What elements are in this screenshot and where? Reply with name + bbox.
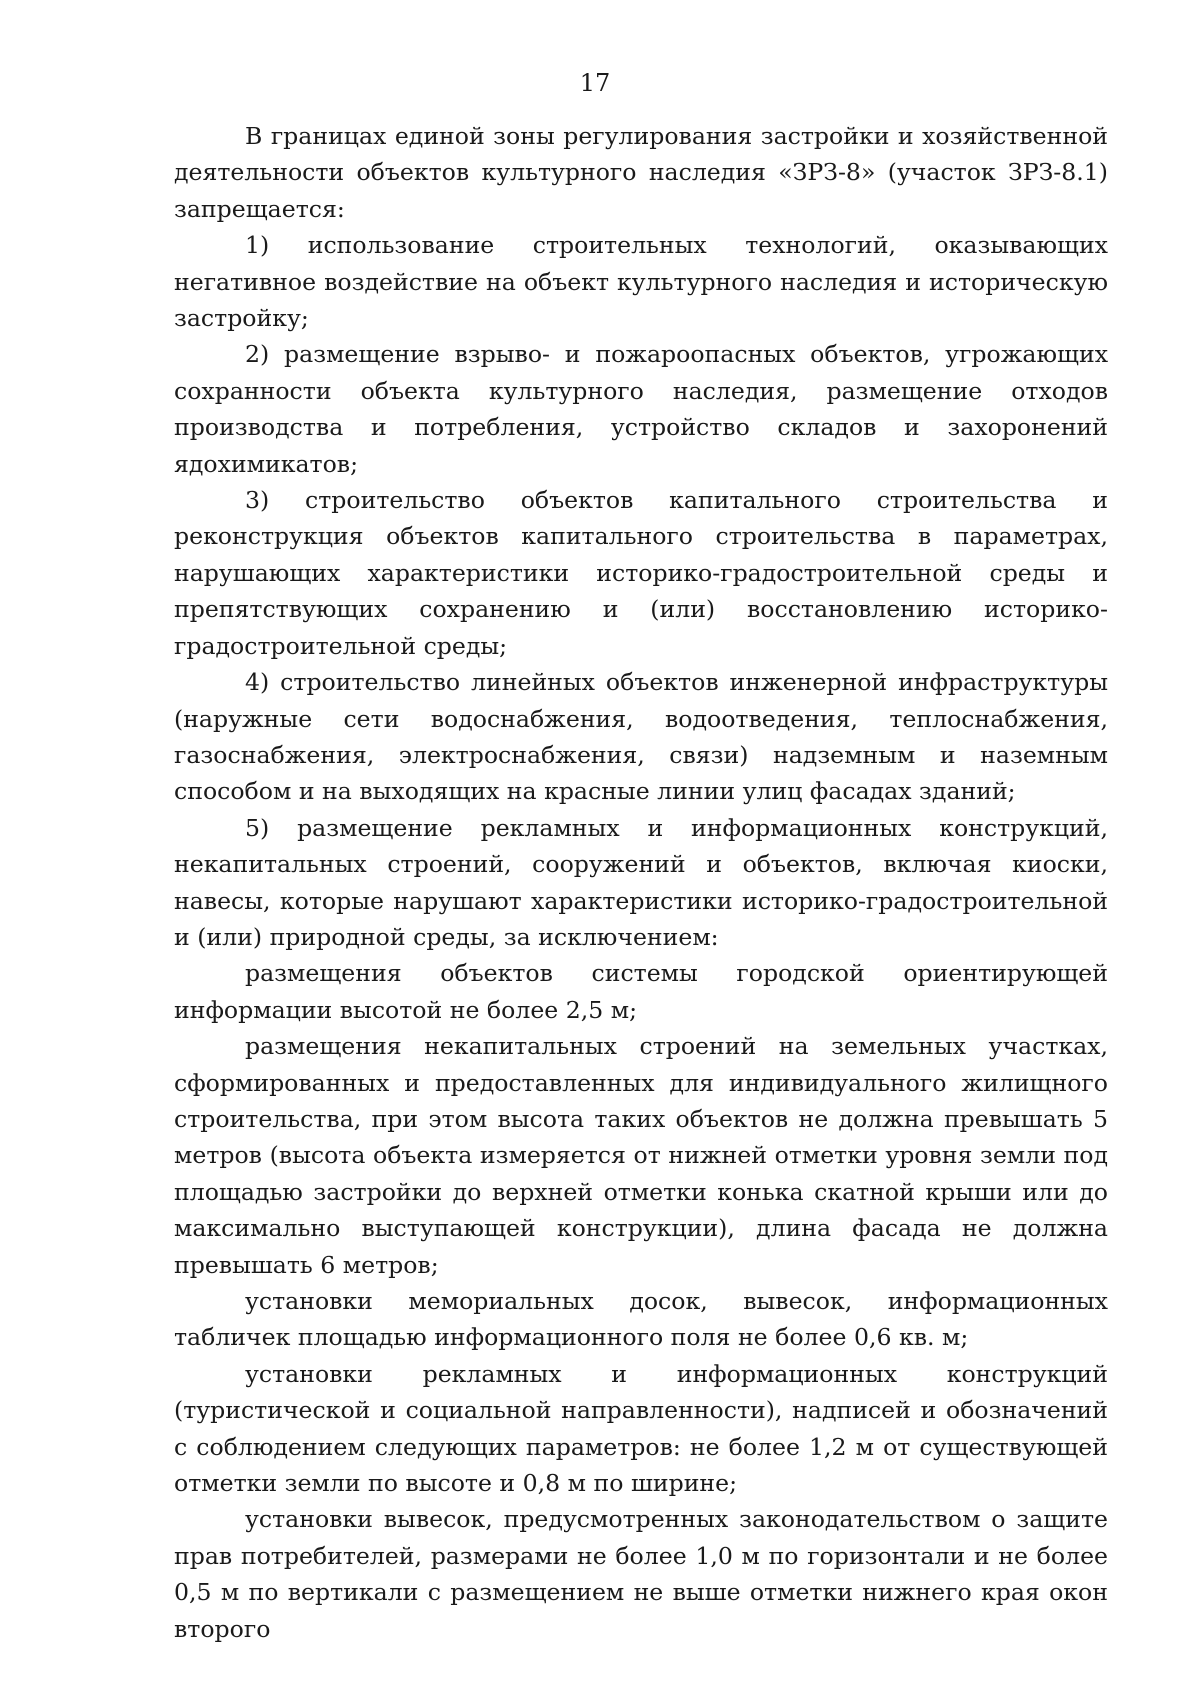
paragraph-item-1: 1) использование строительных технологий, оказывающих негативное воздействие на объект культурного наследия и историческую застройку; [174,231,1108,333]
document-body [174,118,1108,1647]
paragraph-item-4: 4) строительство линейных объектов инженерной инфраструктуры (наружные сети водоснабжения, водоотведения, теплоснабжения, газоснабжения, электроснабжения, связи) надземным и наземным способом и на выходящих на красные линии улиц фасадах зданий; [174,668,1108,806]
paragraph-exception-1: размещения объектов системы городской ориентирующей информации высотой не более 2,5 м; [174,959,1108,1024]
paragraph-exception-3: установки мемориальных досок, вывесок, информационных табличек площадью информационного поля не более 0,6 кв. м; [174,1287,1108,1352]
paragraph-item-3: 3) строительство объектов капитального строительства и реконструкция объектов капитального строительства в параметрах, нарушающих характеристики историко-градостроительной среды и препятствующих сохранению и (или) восстановлению историко-градостроительной среды; [174,486,1108,660]
paragraph-exception-4: установки рекламных и информационных конструкций (туристической и социальной направленности), надписей и обозначений с соблюдением следующих параметров: не более 1,2 м от существующей отметки земли по высоте и 0,8 м по ширине; [174,1359,1108,1498]
paragraph-exception-2: размещения некапитальных строений на земельных участках, сформированных и предоставленных для индивидуального жилищного строительства, при этом высота таких объектов не должна превышать 5 метров (высота объекта измеряется от нижней отметки уровня земли под площадью застройки до верхней отметки конька скатной крыши или до максимально выступающей конструкции), длина фасада не должна превышать 6 метров; [174,1032,1108,1279]
paragraph-exception-5: установки вывесок, предусмотренных законодательством о защите прав потребителей, размерами не более 1,0 м по горизонтали и не более 0,5 м по вертикали с размещением не выше отметки нижнего края окон второго [174,1505,1108,1643]
page-number: 17 [579,69,611,97]
paragraph-item-2: 2) размещение взрыво- и пожароопасных объектов, угрожающих сохранности объекта культурного наследия, размещение отходов производства и потребления, устройство складов и захоронений ядохимикатов; [174,340,1108,478]
paragraph-item-5: 5) размещение рекламных и информационных конструкций, некапитальных строений, сооружений и объектов, включая киоски, навесы, которые нарушают характеристики историко-градостроительной и (или) природной среды, за исключением: [174,813,1108,951]
paragraph-intro: В границах единой зоны регулирования застройки и хозяйственной деятельности объектов культурного наследия «ЗРЗ-8» (участок ЗРЗ-8.1) запрещается: [174,122,1108,223]
